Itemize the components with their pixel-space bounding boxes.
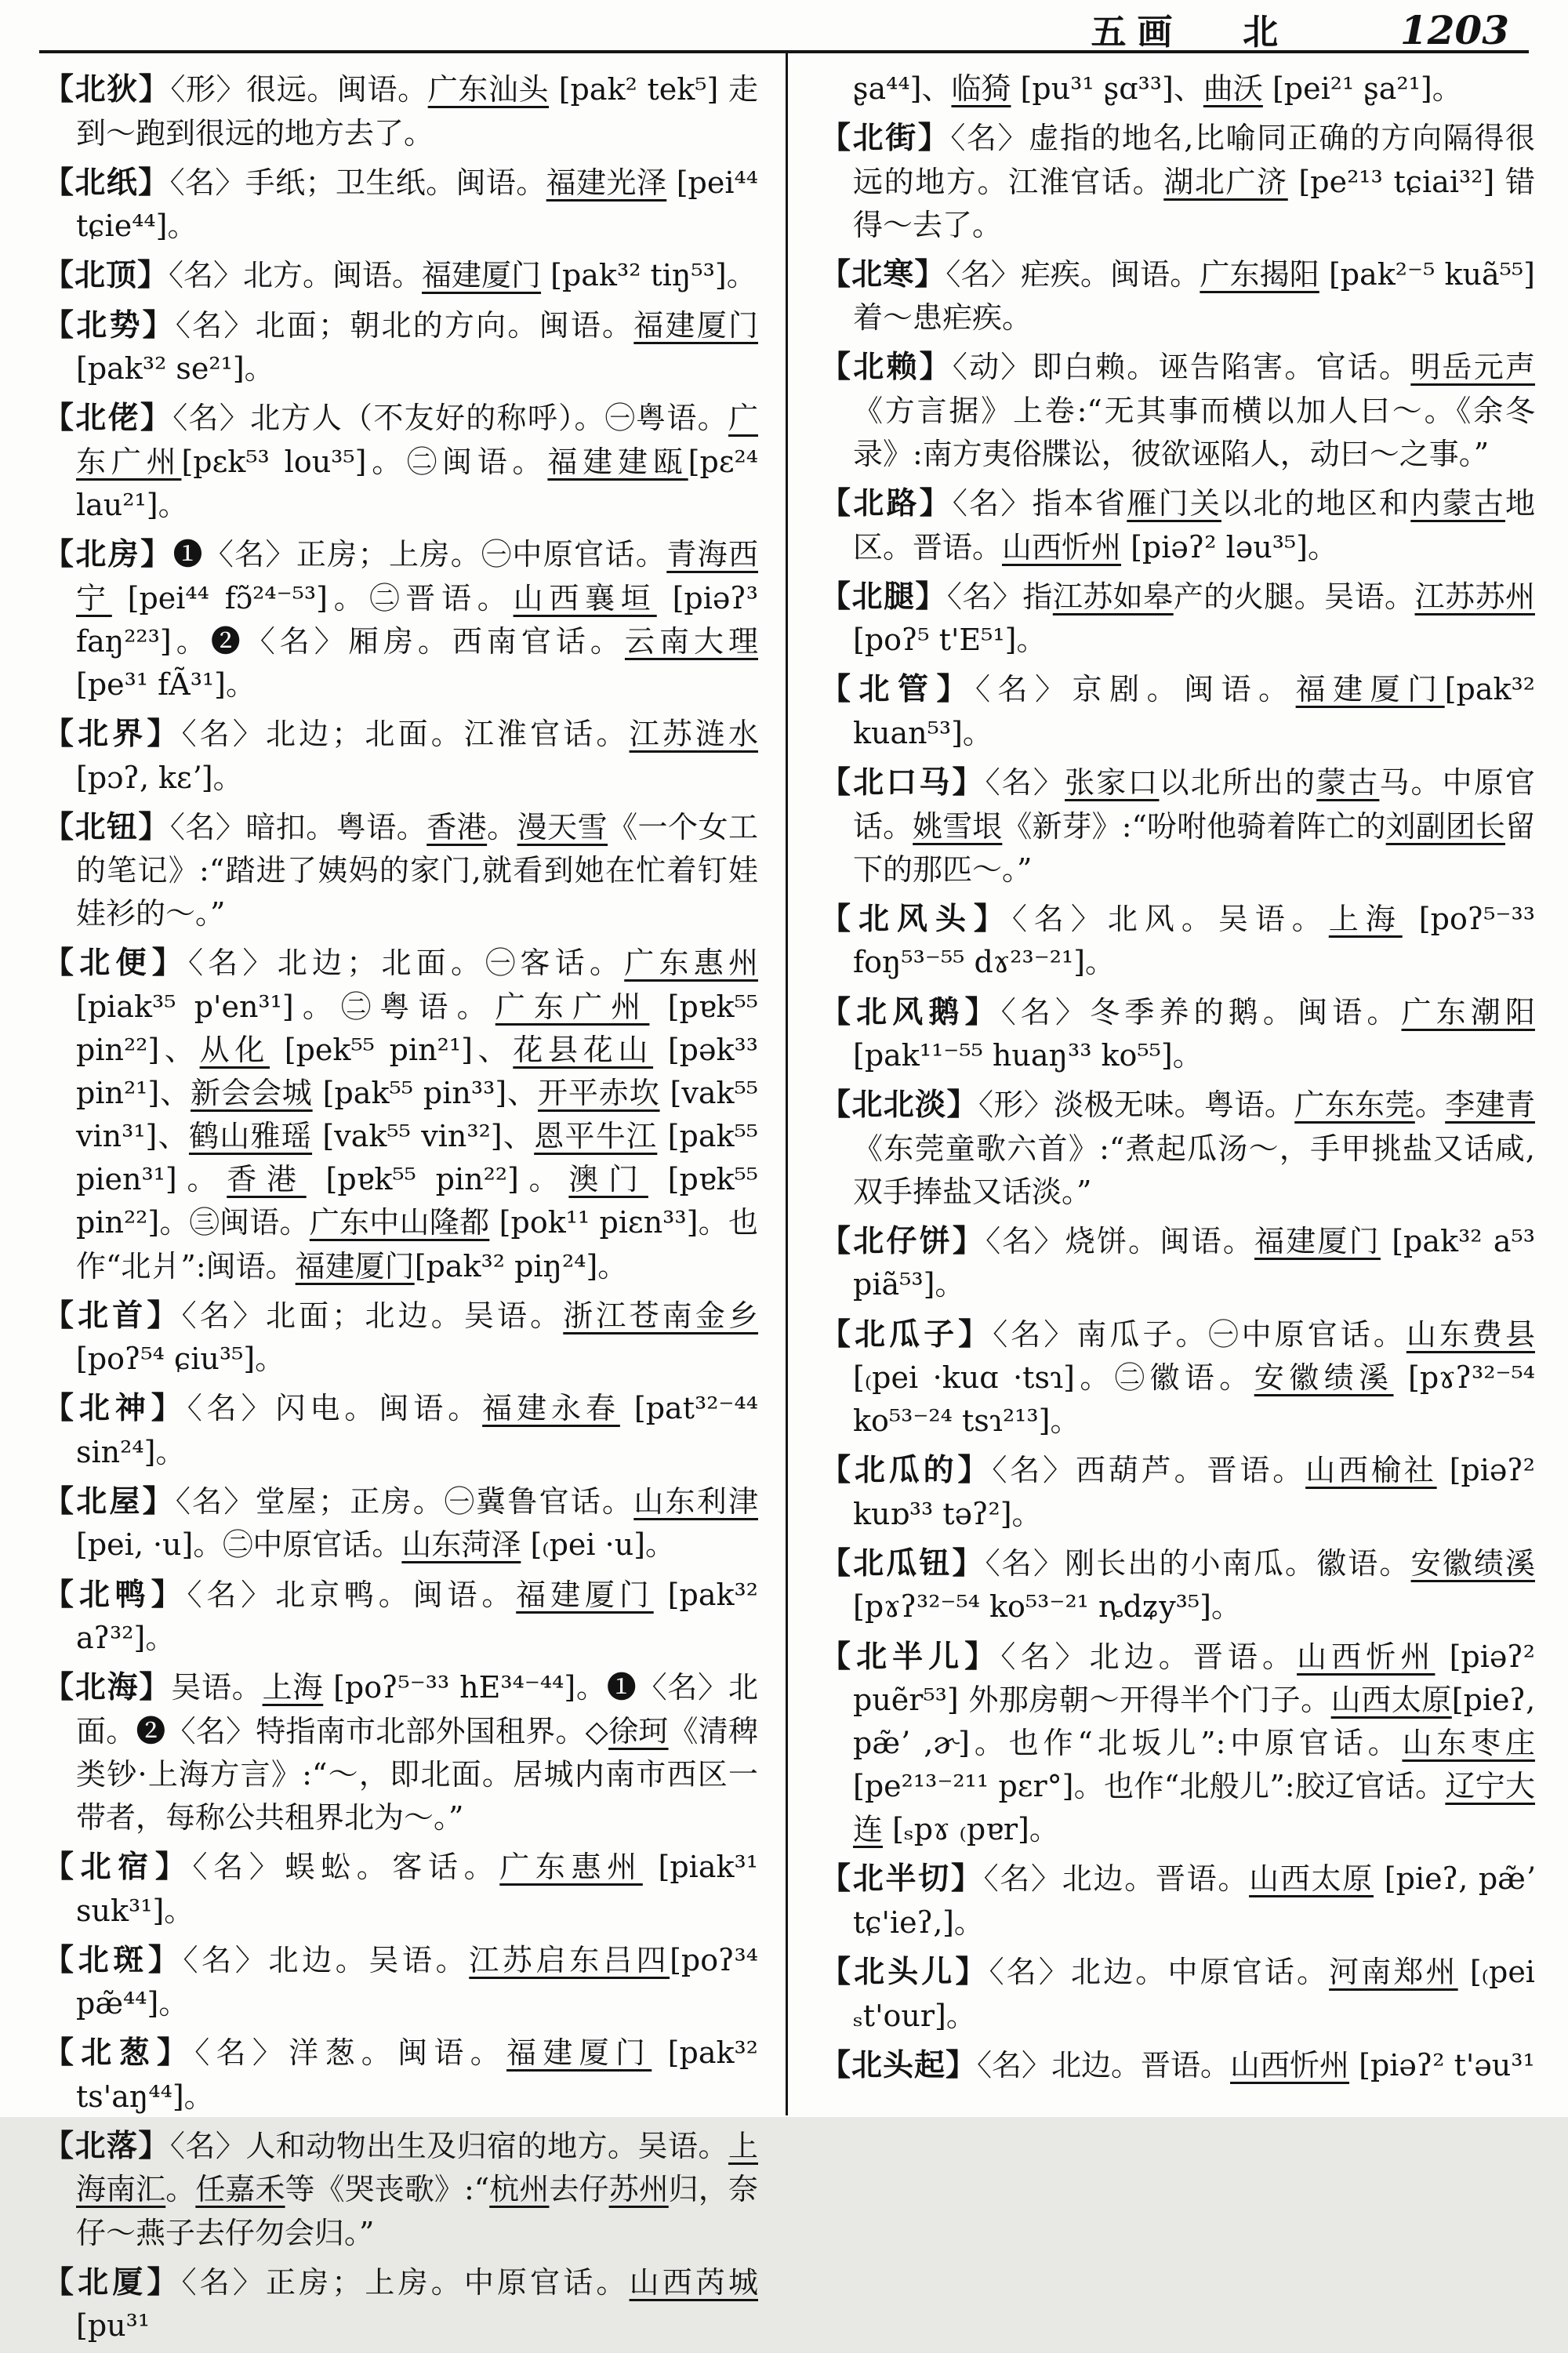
proper-name: 内蒙古 — [1410, 486, 1505, 521]
headword: 【北首】 — [43, 1297, 182, 1334]
headword: 【北葱】 — [43, 2035, 195, 2072]
headword: 【北顶】 — [43, 257, 169, 294]
text-run: 〈名〉北京鸭。闽语。 — [187, 1577, 517, 1612]
text-run: [pei²¹ ʂa²¹]。 — [1262, 71, 1462, 106]
headword: 【北瓜的】 — [820, 1452, 993, 1489]
proper-name: 广东惠州 — [499, 1850, 643, 1884]
headword: 【北北淡】 — [820, 1087, 978, 1124]
headword: 【北半切】 — [820, 1861, 984, 1897]
text-run: [piak³¹ suk³¹]。 — [76, 1850, 758, 1928]
text-run: 〈名〉冬季养的鹅。闽语。 — [1000, 994, 1402, 1029]
entry — [43, 303, 758, 391]
proper-name: 山西忻州 — [1002, 529, 1122, 565]
text-run: [pieʔ‚ pæ̃ʼ tɕ'ieʔ‚]。 — [853, 1861, 1535, 1940]
proper-name: 山西榆社 — [1305, 1453, 1437, 1488]
text-run: [pɤʔ³²⁻⁵⁴ ko⁵³⁻²¹ ȵdʑy³⁵]。 — [853, 1589, 1241, 1625]
entry — [820, 1857, 1535, 1944]
text-run: [pɤʔ³²⁻⁵⁴ ko⁵³⁻²⁴ tsɿ²¹³]。 — [853, 1360, 1535, 1439]
proper-name: 苏州 — [608, 2172, 669, 2207]
proper-name: 福建厦门 — [422, 258, 542, 293]
text-run: [pak³² ts'aŋ⁴⁴]。 — [76, 2035, 758, 2114]
text-run: 〈名〉北面；朝北的方向。闽语。 — [175, 307, 634, 343]
proper-name: 杭州 — [489, 2172, 550, 2207]
entry — [43, 1665, 758, 1839]
proper-name: 恩平牛江 — [534, 1119, 658, 1154]
text-run: [pat³²⁻⁴⁴ sin²⁴]。 — [76, 1391, 758, 1469]
text-run: [piəʔ² ləu³⁵]。 — [1121, 529, 1338, 565]
text-run: 〈形〉淡极无味。粤语。 — [978, 1088, 1295, 1123]
entry — [43, 396, 758, 527]
entry-continuation — [820, 67, 1535, 111]
column-right — [820, 67, 1535, 2093]
entry — [820, 1083, 1535, 1214]
proper-name: 广东惠州 — [624, 946, 758, 981]
proper-name: 福建厦门 — [516, 1577, 654, 1612]
proper-name: 上海 — [1328, 901, 1403, 936]
text-run: [pak³² kuan⁵³]。 — [853, 672, 1535, 751]
proper-name: 山西襄垣 — [513, 580, 657, 615]
entry — [820, 252, 1535, 340]
entry — [43, 1573, 758, 1661]
text-run: [piəʔ³ faŋ²²³]。❷〈名〉厢房。西南官话。 — [76, 580, 758, 659]
proper-name: 云南大理 — [624, 623, 758, 659]
header-rule — [39, 50, 1529, 53]
header-stroke-section: 五画 — [1091, 11, 1184, 53]
proper-name: 任嘉禾 — [195, 2172, 285, 2207]
entry — [43, 712, 758, 800]
text-run: 〈名〉北边。晋语。 — [977, 2047, 1231, 2082]
text-run: [vak⁵⁵ vin³¹]、 — [76, 1076, 758, 1154]
text-run: [pɐk⁵⁵ pin²²]。㊂闽语。 — [76, 1162, 758, 1240]
text-run: 《清稗类钞·上海方言》:“～，即北面。居城内南市西区一带者，每称公共租界北为～。” — [76, 1713, 758, 1835]
text-run: [pɐk⁵⁵ pin²²]、 — [76, 989, 758, 1068]
headword: 【北房】 — [43, 536, 173, 573]
text-run: [pɔʔ‚ kɛʼ]。 — [76, 760, 243, 795]
text-run: 。 — [487, 809, 517, 844]
entry — [820, 575, 1535, 663]
headword: 【北钮】 — [43, 808, 170, 845]
proper-name: 江苏涟水 — [629, 717, 758, 752]
proper-name: 福建厦门 — [295, 1248, 415, 1284]
entry — [820, 345, 1535, 476]
entry — [43, 2031, 758, 2119]
headword: 【北宿】 — [43, 1849, 193, 1885]
proper-name: 湖北广济 — [1163, 164, 1288, 199]
proper-name: 曲沃 — [1203, 71, 1263, 106]
text-run: 《一个女工的笔记》:“踏进了姨妈的家门,就看到她在忙着钉娃娃衫的～。” — [76, 809, 758, 931]
headword: 【北便】 — [43, 945, 188, 982]
entry — [43, 1938, 758, 2026]
proper-name: 鹤山雅瑶 — [188, 1119, 313, 1154]
headword: 【北路】 — [820, 485, 953, 522]
proper-name: 广东广州 — [76, 401, 758, 480]
entry — [820, 1219, 1535, 1307]
text-run: 〈动〉即白赖。诬告陷害。官话。 — [952, 350, 1411, 385]
proper-name: 香港 — [426, 809, 488, 844]
proper-name: 山东菏泽 — [401, 1527, 521, 1563]
text-run: 〈名〉北边。晋语。 — [983, 1861, 1250, 1897]
text-run: ʂa⁴⁴]、 — [853, 71, 952, 106]
text-run: [piəʔ² t'əu³¹ — [1349, 2047, 1535, 2082]
headword: 【北佬】 — [43, 400, 173, 437]
headword: 【北神】 — [43, 1390, 187, 1427]
text-run: [pei⁴⁴ fɔ̃²⁴⁻⁵³]。㊁晋语。 — [111, 580, 514, 615]
entry — [43, 253, 758, 298]
text-run: 〈名〉 — [985, 765, 1065, 801]
proper-name: 上海南汇 — [76, 2128, 758, 2207]
text-run: 地区。晋语。 — [853, 486, 1535, 565]
headword: 【北海】 — [43, 1669, 172, 1706]
proper-name: 福建永春 — [482, 1391, 620, 1426]
headword: 【北落】 — [43, 2127, 170, 2164]
headword: 【北街】 — [820, 120, 951, 157]
text-run: 等《哭丧歌》:“ — [285, 2172, 490, 2207]
text-run: [pɛ²⁴ lau²¹]。 — [76, 445, 758, 523]
entry — [43, 67, 758, 155]
text-run: [₍pei ·u]。 — [521, 1527, 676, 1563]
proper-name: 明岳元声 — [1410, 350, 1535, 385]
headword: 【北鸭】 — [43, 1576, 187, 1613]
text-run: [pei‚ ·u]。㊁中原官话。 — [76, 1527, 402, 1563]
proper-name: 山西忻州 — [1297, 1639, 1436, 1674]
proper-name: 浙江苍南金乡 — [563, 1298, 758, 1333]
text-run: 归，奈仔～燕子去仔勿会归。” — [76, 2172, 758, 2250]
text-run: [pu³¹ ʂɑ³³]、 — [1011, 71, 1203, 106]
entry — [820, 1635, 1535, 1852]
entry — [820, 897, 1535, 985]
text-run: 〈名〉北方。闽语。 — [169, 258, 423, 293]
headword: 【北斑】 — [43, 1941, 183, 1978]
entry — [820, 2043, 1535, 2088]
text-run: [pɛk⁵³ lou³⁵]。㊁闽语。 — [181, 445, 548, 480]
text-run: 〈名〉北边；北面。江淮官话。 — [181, 717, 630, 752]
text-run: [vak⁵⁵ vin³²]、 — [312, 1119, 535, 1154]
headword: 【北半儿】 — [820, 1638, 1001, 1675]
proper-name: 广东中山隆都 — [309, 1205, 490, 1240]
text-run: 《东莞童歌六首》:“煮起瓜汤～，手甲挑盐又话咸,双手捧盐又话淡。” — [853, 1131, 1535, 1209]
text-run: 〈名〉北边；北面。㊀客话。 — [188, 946, 625, 981]
text-run: 〈名〉人和动物出生及归宿的地方。吴语。 — [169, 2128, 728, 2163]
proper-name: 姚雪垠 — [913, 808, 1003, 844]
text-run: 留下的那匹～。” — [853, 808, 1535, 887]
text-run: 。 — [165, 2172, 196, 2207]
headword: 【北口马】 — [820, 764, 985, 801]
entry — [43, 2260, 758, 2348]
entry — [820, 116, 1535, 247]
text-run: ❶〈名〉正房；上房。㊀中原官话。 — [172, 537, 667, 572]
proper-name: 新会会城 — [191, 1076, 313, 1111]
text-run: [pak²⁻⁵ kuã⁵⁵] 着～患疟疾。 — [853, 256, 1535, 336]
text-run: 〈名〉堂屋；正房。㊀冀鲁官话。 — [175, 1483, 634, 1519]
proper-name: 广东揭阳 — [1200, 256, 1319, 292]
text-run: 〈名〉西葫芦。晋语。 — [992, 1453, 1306, 1488]
text-run: [pak⁵⁵ pin³³]、 — [312, 1076, 538, 1111]
proper-name: 福建厦门 — [1254, 1223, 1381, 1258]
headword: 【北瓜子】 — [820, 1316, 993, 1353]
text-run: 〈名〉指 — [946, 579, 1053, 614]
proper-name: 广东东莞 — [1294, 1088, 1415, 1123]
headword: 【北赖】 — [820, 349, 953, 386]
text-run: [poʔ⁵⁻³³ hE³⁴⁻⁴⁴]。❶〈名〉北面。❷〈名〉特指南市北部外国租界。◇ — [76, 1670, 758, 1748]
headword: 【北头儿】 — [820, 1954, 989, 1991]
text-run: 吴语。 — [171, 1670, 263, 1705]
text-run: [poʔ⁵ t'E⁵¹]。 — [853, 623, 1047, 658]
column-left — [43, 67, 758, 2353]
text-run: 〈名〉北风。吴语。 — [1011, 901, 1329, 936]
proper-name: 山东枣庄 — [1402, 1726, 1535, 1761]
proper-name: 安徽绩溪 — [1254, 1360, 1394, 1396]
text-run: [pak² tek⁵] 走到～跑到很远的地方去了。 — [76, 72, 758, 151]
text-run: [piak³⁵ p'en³¹]。㊁粤语。 — [76, 989, 495, 1024]
header-head-character: 北 — [1243, 11, 1279, 53]
proper-name: 山西太原 — [1249, 1861, 1374, 1897]
header-page-number: 1203 — [1399, 7, 1509, 53]
text-run: 以北所出的 — [1159, 765, 1317, 801]
entry — [43, 1386, 758, 1474]
text-run: 〈名〉北边。中原官话。 — [989, 1955, 1330, 1990]
headword: 【北仔饼】 — [820, 1222, 986, 1259]
headword: 【北寒】 — [820, 256, 946, 292]
proper-name: 辽宁大连 — [853, 1769, 1535, 1847]
proper-name: 江苏苏州 — [1414, 579, 1535, 614]
entry — [820, 1448, 1535, 1536]
text-run: 〈名〉京剧。闽语。 — [975, 672, 1296, 707]
proper-name: 江苏如皋 — [1052, 579, 1174, 614]
headword: 【北纸】 — [43, 164, 170, 201]
text-run: 〈名〉南瓜子。㊀中原官话。 — [993, 1316, 1406, 1352]
proper-name: 临猗 — [951, 71, 1011, 106]
text-run: [poʔ⁵⁴ ɕiu³⁵]。 — [76, 1342, 285, 1377]
text-run: [pe³¹ fÃ³¹]。 — [76, 666, 256, 702]
entry — [820, 667, 1535, 755]
proper-name: 从化 — [199, 1033, 270, 1068]
text-run: [pe²¹³ tɕiai³²] 错得～去了。 — [853, 164, 1535, 242]
text-run: [pieʔ‚ pæ̃ʼ ‚ɚ]。也作“北坂儿”:中原官话。 — [853, 1683, 1535, 1761]
proper-name: 漫天雪 — [517, 809, 608, 844]
text-run: 〈名〉刚长出的小南瓜。徽语。 — [985, 1545, 1411, 1581]
entry — [820, 1541, 1535, 1629]
proper-name: 李建青 — [1445, 1088, 1535, 1123]
entry — [43, 805, 758, 936]
proper-name: 蒙古 — [1316, 765, 1380, 801]
text-run: 〈名〉洋葱。闽语。 — [194, 2035, 507, 2071]
text-run: [₍pei ·kuɑ ·tsɿ]。㊁徽语。 — [853, 1360, 1254, 1396]
text-run: 〈名〉蜈蚣。客话。 — [192, 1850, 500, 1884]
text-run: [pak³² a⁵³ piã⁵³]。 — [853, 1223, 1535, 1302]
text-run: 〈形〉很远。闽语。 — [170, 72, 428, 107]
proper-name: 青海西宁 — [76, 537, 758, 615]
text-run: 〈名〉虚指的地名,比喻同正确的方向隔得很远的地方。江淮官话。 — [853, 121, 1535, 199]
text-run: [pak³² piŋ²⁴]。 — [414, 1248, 628, 1284]
text-run: [piəʔ² kuɒ³³ təʔ²]。 — [853, 1453, 1535, 1531]
text-run: [pək³³ pin²¹]、 — [76, 1033, 758, 1111]
proper-name: 山东利津 — [633, 1483, 758, 1519]
proper-name: 香港 — [227, 1162, 307, 1197]
entry — [43, 941, 758, 1287]
text-run: [pei⁴⁴ tɕie⁴⁴]。 — [76, 165, 758, 244]
text-run: [ₛpɤ ₍pɐr]。 — [883, 1812, 1059, 1847]
text-run: 马。中原官话。 — [853, 765, 1535, 844]
headword: 【北势】 — [43, 307, 176, 343]
entry — [820, 990, 1535, 1078]
proper-name: 江苏启东吕四 — [469, 1942, 670, 1977]
proper-name: 山西忻州 — [1230, 2047, 1350, 2082]
headword: 【北狄】 — [43, 71, 171, 107]
text-run: 去仔 — [549, 2172, 609, 2207]
proper-name: 福建厦门 — [506, 2035, 652, 2071]
proper-name: 徐珂 — [608, 1713, 669, 1748]
entry — [43, 532, 758, 706]
text-run: 《新芽》:“吩咐他骑着阵亡的 — [1002, 808, 1386, 844]
headword: 【北瓜钮】 — [820, 1545, 985, 1581]
text-run: 以北的地区和 — [1221, 486, 1411, 521]
text-run: [pak³² aʔ³²]。 — [76, 1577, 758, 1656]
entry — [820, 481, 1535, 569]
proper-name: 广东潮阳 — [1401, 994, 1535, 1029]
text-run: 〈名〉烧饼。闽语。 — [985, 1223, 1255, 1258]
entry — [820, 1313, 1535, 1443]
headword: 【北风头】 — [820, 900, 1012, 937]
proper-name: 开平赤坎 — [537, 1076, 660, 1111]
proper-name: 河南郑州 — [1329, 1955, 1458, 1990]
headword: 【北风鹅】 — [820, 993, 1001, 1030]
headword: 【北腿】 — [820, 578, 947, 615]
text-run: 〈名〉疟疾。闽语。 — [946, 256, 1200, 292]
text-run: 〈名〉指本省 — [952, 486, 1127, 521]
proper-name: 刘副团长 — [1385, 808, 1505, 844]
text-run: 〈名〉闪电。闽语。 — [187, 1391, 483, 1426]
text-run: 产的火腿。吴语。 — [1173, 579, 1415, 614]
proper-name: 广东广州 — [495, 989, 650, 1024]
text-run: [pu³¹ — [76, 2308, 151, 2344]
proper-name: 广东汕头 — [427, 72, 550, 107]
entry — [43, 1294, 758, 1382]
text-run: 〈名〉北面；北边。吴语。 — [181, 1298, 564, 1333]
proper-name: 张家口 — [1065, 765, 1160, 801]
text-run: [pok¹¹ piɛn³³]。也作“北爿”:闽语。 — [76, 1205, 758, 1284]
text-run: 〈名〉北边。晋语。 — [1000, 1639, 1298, 1674]
text-run: [pek⁵⁵ pin²¹]、 — [270, 1033, 514, 1068]
text-run: 〈名〉手纸；卫生纸。闽语。 — [169, 165, 546, 200]
text-run: [pak⁵⁵ pien³¹]。 — [76, 1119, 758, 1197]
proper-name: 上海 — [262, 1670, 324, 1705]
proper-name: 福建厦门 — [1295, 672, 1445, 707]
entry — [820, 761, 1535, 891]
headword: 【北厦】 — [43, 2264, 182, 2300]
proper-name: 花县花山 — [513, 1033, 654, 1068]
text-run: [pɐk⁵⁵ pin²²]。 — [306, 1162, 569, 1197]
text-run: [pak¹¹⁻⁵⁵ huaŋ³³ ko⁵⁵]。 — [853, 1038, 1203, 1073]
text-run: 。 — [1414, 1088, 1446, 1123]
headword: 【北头起】 — [820, 2046, 978, 2083]
text-run: 〈名〉暗扣。粤语。 — [169, 809, 427, 844]
proper-name: 福建厦门 — [633, 307, 758, 343]
text-run: 《方言据》上卷:“无其事而横以加人曰～。《余冬录》:南方夷俗牒讼，彼欲诬陷人，动曰～之事。” — [853, 394, 1535, 472]
entry — [43, 1845, 758, 1933]
headword: 【北管】 — [820, 671, 976, 708]
column-divider — [786, 53, 788, 2115]
text-run: 〈名〉北方人（不友好的称呼）。㊀粤语。 — [172, 401, 728, 436]
headword: 【北界】 — [43, 716, 182, 753]
proper-name: 福建建瓯 — [547, 445, 688, 480]
proper-name: 雁门关 — [1127, 486, 1221, 521]
text-run: 〈名〉正房；上房。中原官话。 — [181, 2264, 630, 2300]
proper-name: 福建光泽 — [546, 165, 667, 200]
entry — [820, 1950, 1535, 2038]
text-run: [pe²¹³⁻²¹¹ pɛr°]。也作“北般儿”:胶辽官话。 — [853, 1769, 1446, 1804]
text-run: [piəʔ² puẽr⁵³] 外那房朝～开得半个门子。 — [853, 1639, 1535, 1718]
entry — [43, 2124, 758, 2255]
text-run: 〈名〉北边。吴语。 — [183, 1942, 470, 1977]
page-header — [0, 3, 1509, 54]
proper-name: 山西太原 — [1330, 1683, 1452, 1718]
text-run: [pak³² tiŋ⁵³]。 — [541, 258, 757, 293]
entry — [43, 1480, 758, 1567]
text-run: [₍pei ₛt'our]。 — [853, 1955, 1535, 2033]
text-run: [poʔ³⁴ pæ̃⁴⁴]。 — [76, 1942, 758, 2021]
proper-name: 澳门 — [568, 1162, 648, 1197]
text-run: [pak³² se²¹]。 — [76, 351, 274, 387]
text-run: [poʔ⁵⁻³³ foŋ⁵³⁻⁵⁵ dɤ²³⁻²¹]。 — [853, 901, 1535, 980]
headword: 【北屋】 — [43, 1483, 176, 1520]
proper-name: 山西芮城 — [629, 2264, 758, 2300]
proper-name: 安徽绩溪 — [1410, 1545, 1535, 1581]
proper-name: 山东费县 — [1406, 1316, 1535, 1352]
entry — [43, 161, 758, 249]
